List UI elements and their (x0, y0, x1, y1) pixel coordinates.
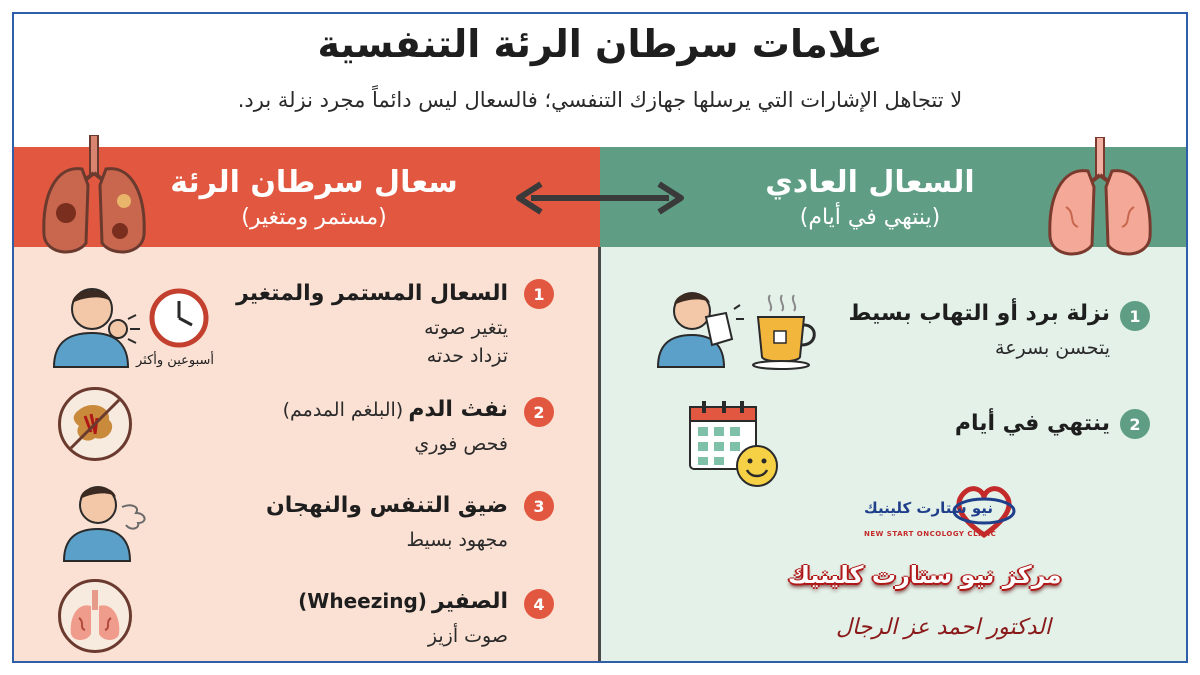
lung-cancer-title: سعال سرطان الرئة (170, 165, 458, 200)
page-title: علامات سرطان الرئة التنفسية (317, 22, 883, 66)
item-detail: يتحسن بسرعة (995, 337, 1110, 359)
item-title-extra: (البلغم المدمم) (282, 399, 404, 421)
item-detail: مجهود بسيط (406, 529, 508, 551)
breathless-person-icon (60, 477, 156, 563)
lung-cancer-subtitle: (مستمر ومتغير) (241, 205, 387, 230)
item-title: نفث الدم (408, 397, 508, 422)
wheezing-lungs-icon (58, 579, 132, 653)
item-number-badge: 3 (524, 491, 554, 521)
lung-cancer-panel (14, 147, 600, 663)
item-title: نزلة برد أو التهاب بسيط (848, 301, 1110, 326)
normal-cough-subtitle: (ينتهي في أيام) (799, 205, 941, 230)
normal-cough-panel (600, 147, 1186, 663)
clinic-logo-text: نيو ستارت كلينيك (864, 499, 994, 517)
item-detail: تزداد حدته (426, 345, 508, 367)
item-number-badge: 1 (524, 279, 554, 309)
clock-label: أسبوعين وأكثر (136, 353, 215, 368)
item-title: الصفير (432, 589, 508, 614)
item-title-row (298, 589, 508, 614)
clinic-name: مركز نيو ستارت كلينيك (788, 561, 1062, 589)
panel-divider (598, 247, 601, 663)
double-arrow-icon (515, 180, 685, 216)
lung-cancer-header (14, 147, 600, 247)
normal-cough-title: السعال العادي (765, 165, 975, 200)
blood-sputum-icon (58, 387, 132, 461)
page-subtitle: لا تتجاهل الإشارات التي يرسلها جهازك التنفسي؛ فالسعال ليس دائماً مجرد نزلة برد. (237, 88, 963, 112)
item-title-row (283, 397, 508, 422)
lungs-icon (1042, 137, 1158, 263)
normal-cough-header (600, 147, 1186, 247)
clock-icon (148, 287, 210, 349)
lungs-icon (36, 135, 152, 261)
item-number-badge: 1 (1120, 301, 1150, 331)
item-number-badge: 2 (1120, 409, 1150, 439)
item-detail: فحص فوري (414, 433, 508, 455)
coughing-person-icon (48, 279, 144, 369)
item-detail: صوت أزيز (427, 625, 508, 647)
item-number-badge: 4 (524, 589, 554, 619)
doctor-name: الدكتور احمد عز الرجال (836, 615, 1051, 640)
item-title: ينتهي في أيام (954, 411, 1110, 436)
item-title: ضيق التنفس والنهجان (266, 493, 508, 518)
item-detail: يتغير صوته (424, 317, 508, 339)
item-title: السعال المستمر والمتغير (236, 281, 508, 306)
sneezing-person-icon (656, 283, 744, 369)
smiley-icon (734, 443, 780, 489)
clinic-logo-subtitle: NEW START ONCOLOGY CLINIC (864, 530, 997, 538)
tea-cup-icon (752, 291, 824, 371)
item-title-extra: (Wheezing) (298, 589, 427, 613)
header (0, 0, 1200, 145)
item-number-badge: 2 (524, 397, 554, 427)
